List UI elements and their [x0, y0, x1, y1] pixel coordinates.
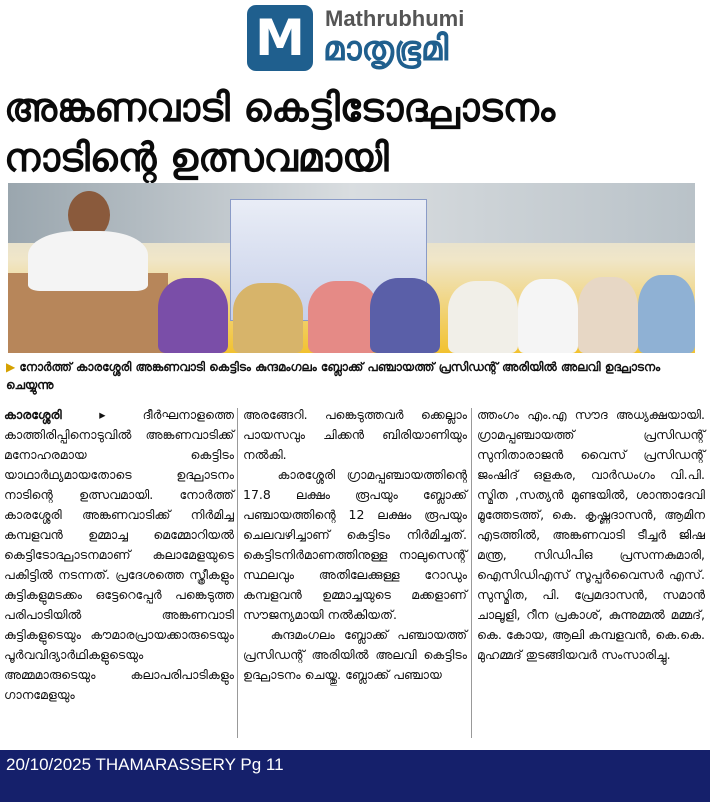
photo-caption — [6, 358, 706, 394]
article-column-1 — [4, 405, 234, 705]
headline-line-2: നാടിന്റെ ഉത്സവമായി — [4, 136, 389, 181]
brand-name-english: Mathrubhumi — [325, 6, 465, 31]
column-2-paragraph-3: കുന്ദമംഗലം ബ്ലോക്ക് പഞ്ചായത്ത് പ്രസിഡന്റ് അരിയിൽ അലവി കെട്ടിടം ഉദ്ഘാടനം ചെയ്തു. ബ്ലോക്ക് പഞ്ചായ — [243, 627, 468, 682]
mathrubhumi-logo-icon — [247, 5, 313, 71]
masthead — [0, 0, 710, 84]
article-body — [0, 405, 710, 745]
article-column-3: ത്തംഗം എം.എ സൗദ അധ്യക്ഷയായി. ഗ്രാമപ്പഞ്ചായത്ത് പ്രസിഡന്റ് സുനിതാരാജൻ വൈസ് പ്രസിഡന്റ് ജംഷിദ് ഒളകര, വാർഡംഗം വി.പി. സ്മിത ,സത്യൻ മുണ്ടയിൽ, ശാന്താദേവി മൂത്തേടത്ത്, കെ. കൃഷ്ണദാസൻ, ആമിന എടത്തിൽ, അങ്കണവാടി ടീച്ചർ ജിഷ മന്ത്ര, സിഡിപിഒ പ്രസന്നകുമാരി, ഐസിഡിഎസ് സൂപ്പർവൈസർ എസ്. സുസ്മിത, പി. പ്രേമദാസൻ, സമാൻ ചാലൂളി, റീന പ്രകാശ്, കുന്നുമ്മൽ മമ്മദ്, കെ. കോയ, ആലി കമ്പളവൻ, കെ.കെ. മുഹമ്മദ് തുടങ്ങിയവർ സംസാരിച്ചു. — [477, 407, 705, 662]
brand-name-malayalam: മാതൃഭൂമി — [323, 29, 449, 69]
headline-line-1: അങ്കണവാടി കെട്ടിടോദ്ഘാടനം — [4, 86, 556, 131]
news-photo — [8, 183, 695, 353]
logo-letter: M — [255, 9, 305, 67]
article-column-2 — [243, 405, 467, 685]
speaker-figure — [28, 231, 148, 291]
caption-marker-icon: ▶ — [6, 360, 16, 374]
column-1-text: ദീർഘനാളത്തെ കാത്തിരിപ്പിനൊടുവിൽ അങ്കണവാടിക്ക് മനോഹരമായ കെട്ടിടം യാഥാർഥ്യമായതോടെ ഉദ്ഘാടനം നാടിന്റെ ഉത്സവമായി. നോർത്ത് കാരശ്ശേരി അങ്കണവാടിക്ക് നിർമിച്ച കമ്പളവൻ ഉമ്മാച്ച മെമ്മോറിയൽ കെട്ടിടോദ്ഘാടനമാണ് കലാമേളയുടെ പകിട്ടിൽ നടന്നത്. പ്രദേശത്തെ സ്ത്രീകളും കുട്ടികളുമടക്കം ഒട്ടേറെപ്പേർ പങ്കെടുത്ത പരിപാടിയിൽ അങ്കണവാടി കുട്ടികളുടെയും കൗമാരപ്രായക്കാരുടെയും പൂർവവിദ്യാർഥികളുടെയും അമ്മമാരുടെയും കലാപരിപാടികളും ഗാനമേളയും — [4, 407, 234, 702]
column-2-paragraph-2: കാരശ്ശേരി ഗ്രാമപ്പഞ്ചായത്തിന്റെ 17.8 ലക്ഷം രൂപയും ബ്ലോക്ക് പഞ്ചായത്തിന്റെ 12 ലക്ഷം രൂപയും ചെലവഴിച്ചാണ് കെട്ടിടം നിർമിച്ചത്. കെട്ടിടനിർമാണത്തിനുള്ള നാലുസെന്റ് സ്ഥലവും അതിലേക്കുള്ള റോഡും കമ്പളവൻ ഉമ്മാച്ചയുടെ മക്കളാണ് സൗജന്യമായി നൽകിയത്. — [243, 467, 467, 622]
edition-info: 20/10/2025 THAMARASSERY Pg 11 — [6, 755, 284, 774]
column-2-paragraph-1: അരങ്ങേറി. പങ്കെടുത്തവർ ക്കെല്ലാം പായസവും ചിക്കൻ ബിരിയാണിയും നൽകി. — [243, 407, 467, 462]
dateline: കാരശ്ശേരി ▸ — [4, 407, 106, 422]
footer-bar — [0, 750, 710, 802]
headline — [4, 84, 706, 184]
caption-text: നോർത്ത് കാരശ്ശേരി അങ്കണവാടി കെട്ടിടം കുന്ദമംഗലം ബ്ലോക്ക് പഞ്ചായത്ത് പ്രസിഡന്റ് അരിയിൽ അലവി ഉദ്ഘാടനം ചെയ്യുന്നു — [6, 360, 661, 392]
